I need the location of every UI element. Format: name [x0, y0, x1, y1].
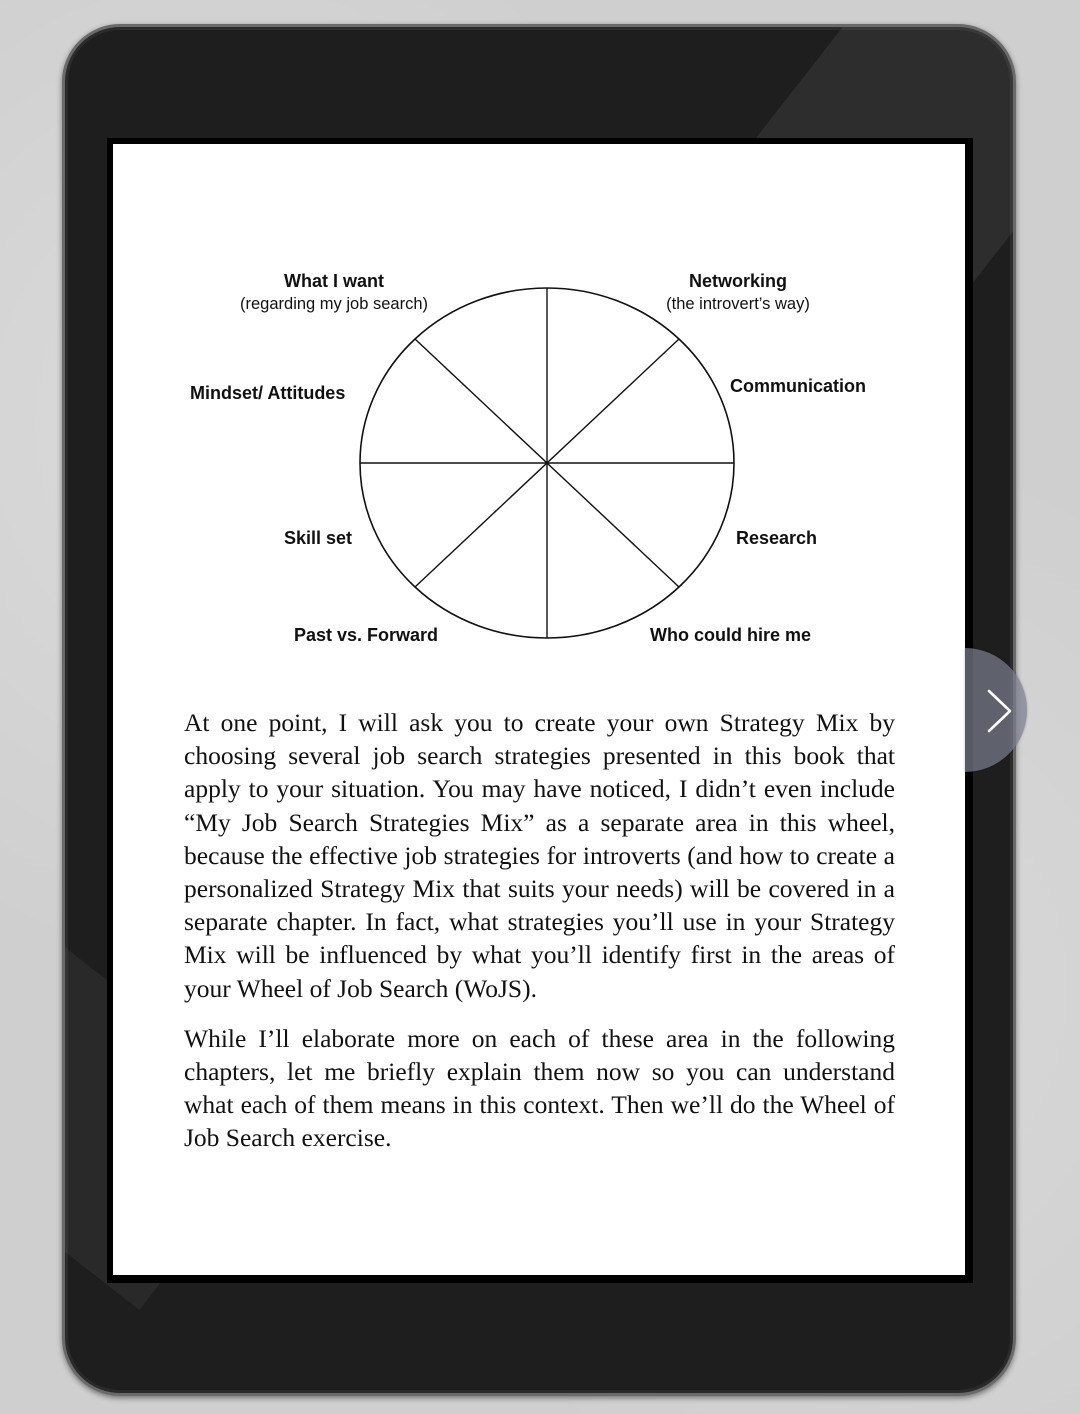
label-what-i-want-sub: (regarding my job search): [240, 295, 428, 313]
paragraph-strategy-mix: At one point, I will ask you to create your own Strategy Mix by choosing several job search strategies presented in this book that apply to your situation. You may have noticed, I didn’t even include “My Job Search Strategies Mix” as a separate area in this wheel, because the effective job strategies for introverts (and how to create a personalized Strategy Mix that suits your needs) will be covered in a separate chapter. In fact, what strategies you’ll use in your Strategy Mix will be influenced by what you’ll identify first in the areas of your Wheel of Job Search (WoJS).: [184, 708, 895, 1003]
wheel-of-job-search-diagram: [113, 144, 965, 684]
label-communication: Communication: [730, 376, 867, 396]
label-who-could-hire-me: Who could hire me: [650, 625, 812, 645]
label-mindset: Mindset/ Attitudes: [190, 383, 346, 403]
chevron-right-icon: [985, 688, 1015, 734]
label-skill-set: Skill set: [284, 528, 353, 548]
paragraph-explanation: While I’ll elaborate more on each of these area in the following chapters, let me briefly explain them now so you can understand what each of them means in this context. Then we’ll do the Wheel of Job Search exercise.: [184, 1023, 895, 1153]
label-networking-sub: (the introvert’s way): [666, 295, 810, 313]
book-page[interactable]: [113, 144, 965, 1275]
label-what-i-want: What I want: [284, 271, 384, 291]
label-research: Research: [736, 528, 818, 548]
ereader-screen: [107, 138, 973, 1283]
label-past-vs-forward: Past vs. Forward: [294, 625, 439, 645]
next-page-button[interactable]: [965, 648, 1027, 772]
page-body-text: [184, 706, 895, 1172]
label-networking: Networking: [688, 271, 788, 291]
